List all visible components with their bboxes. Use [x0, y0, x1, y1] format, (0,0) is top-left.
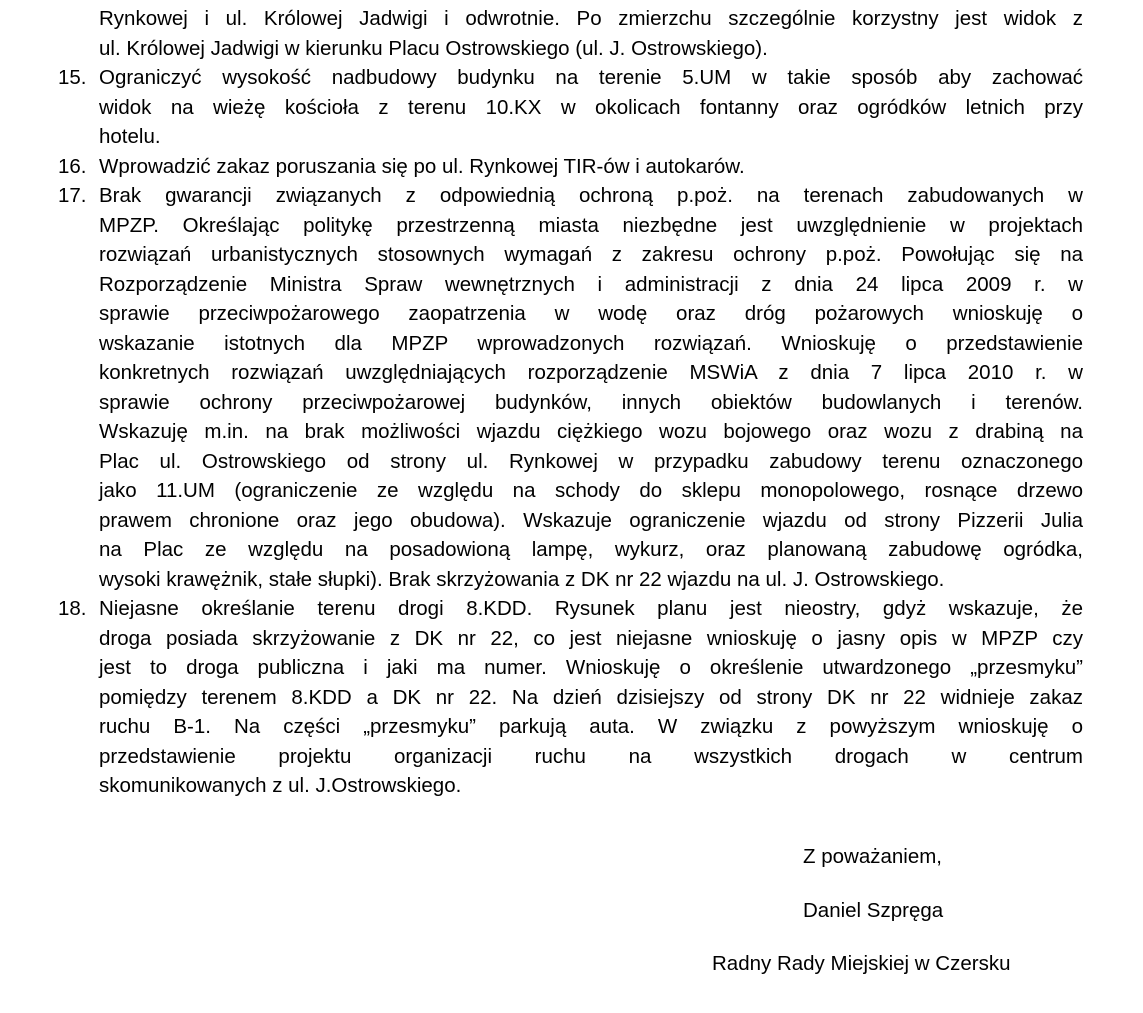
item-number: 15.	[58, 66, 87, 89]
item-line: Rozporządzenie Ministra Spraw wewnętrznych i administracji z dnia 24 lipca 2009 r. w	[99, 272, 1083, 296]
item-line: droga posiada skrzyżowanie z DK nr 22, co jest niejasne wnioskuję o jasny opis w MPZP czy	[99, 626, 1083, 650]
item-line: Plac ul. Ostrowskiego od strony ul. Rynkowej w przypadku zabudowy terenu oznaczonego	[99, 449, 1083, 473]
signatory-name: Daniel Szpręga	[803, 899, 944, 922]
item-line: konkretnych rozwiązań uwzględniających rozporządzenie MSWiA z dnia 7 lipca 2010 r. w	[99, 361, 1083, 384]
item-number: 18.	[58, 597, 87, 620]
item-number: 16.	[58, 154, 87, 178]
item-line: jest to droga publiczna i jaki ma numer. Wnioskuję o określenie utwardzonego „przesmyku”	[99, 656, 1083, 679]
salutation: Z poważaniem,	[803, 845, 943, 868]
item-line: Ograniczyć wysokość nadbudowy budynku na terenie 5.UM w takie sposób aby zachować	[99, 66, 1083, 89]
continuation-line: ul. Królowej Jadwigi w kierunku Placu Ostrowskiego (ul. J. Ostrowskiego).	[99, 36, 768, 60]
item-line: hotelu.	[99, 125, 161, 148]
item-line: ruchu B-1. Na części „przesmyku” parkują auta. W związku z powyższym wnioskuję o	[99, 715, 1083, 738]
signatory-title: Radny Rady Miejskiej w Czersku	[712, 952, 1011, 975]
item-line: sprawie ochrony przeciwpożarowej budynków, innych obiektów budowlanych i terenów.	[99, 390, 1083, 414]
item-line: prawem chronione oraz jego obudowa). Wskazuje ograniczenie wjazdu od strony Pizzerii Julia	[99, 508, 1083, 532]
item-line: pomiędzy terenem 8.KDD a DK nr 22. Na dzień dzisiejszy od strony DK nr 22 widnieje zakaz	[99, 685, 1083, 709]
item-line: skomunikowanych z ul. J.Ostrowskiego.	[99, 774, 462, 797]
item-line: widok na wieżę kościoła z terenu 10.KX w okolicach fontanny oraz ogródków letnich przy	[99, 95, 1083, 119]
item-line: MPZP. Określając politykę przestrzenną miasta niezbędne jest uwzględnienie w projektach	[99, 213, 1083, 237]
item-line: Wskazuję m.in. na brak możliwości wjazdu ciężkiego wozu bojowego oraz wozu z drabiną na	[99, 420, 1083, 443]
item-line: przedstawienie projektu organizacji ruchu na wszystkich drogach w centrum	[99, 744, 1083, 768]
item-number: 17.	[58, 184, 87, 207]
item-line: na Plac ze względu na posadowioną lampę, wykurz, oraz planowaną zabudowę ogródka,	[99, 538, 1083, 561]
continuation-line: Rynkowej i ul. Królowej Jadwigi i odwrotnie. Po zmierzchu szczególnie korzystny jest widok z	[99, 7, 1083, 30]
item-line: sprawie przeciwpożarowego zaopatrzenia w wodę oraz dróg pożarowych wnioskuję o	[99, 302, 1083, 325]
item-line: rozwiązań urbanistycznych stosownych wymagań z zakresu ochrony p.poż. Powołując się na	[99, 243, 1083, 266]
item-line: Brak gwarancji związanych z odpowiednią ochroną p.poż. na terenach zabudowanych w	[99, 184, 1083, 207]
item-line: wskazanie istotnych dla MPZP wprowadzonych rozwiązań. Wnioskuję o przedstawienie	[99, 331, 1083, 355]
item-line: Wprowadzić zakaz poruszania się po ul. Rynkowej TIR-ów i autokarów.	[99, 154, 745, 178]
item-line: wysoki krawężnik, stałe słupki). Brak skrzyżowania z DK nr 22 wjazdu na ul. J. Ostrowskiego.	[99, 567, 945, 591]
item-line: Niejasne określanie terenu drogi 8.KDD. Rysunek planu jest nieostry, gdyż wskazuje, że	[99, 597, 1083, 620]
item-line: jako 11.UM (ograniczenie ze względu na schody do sklepu monopolowego, rosnące drzewo	[99, 479, 1083, 502]
